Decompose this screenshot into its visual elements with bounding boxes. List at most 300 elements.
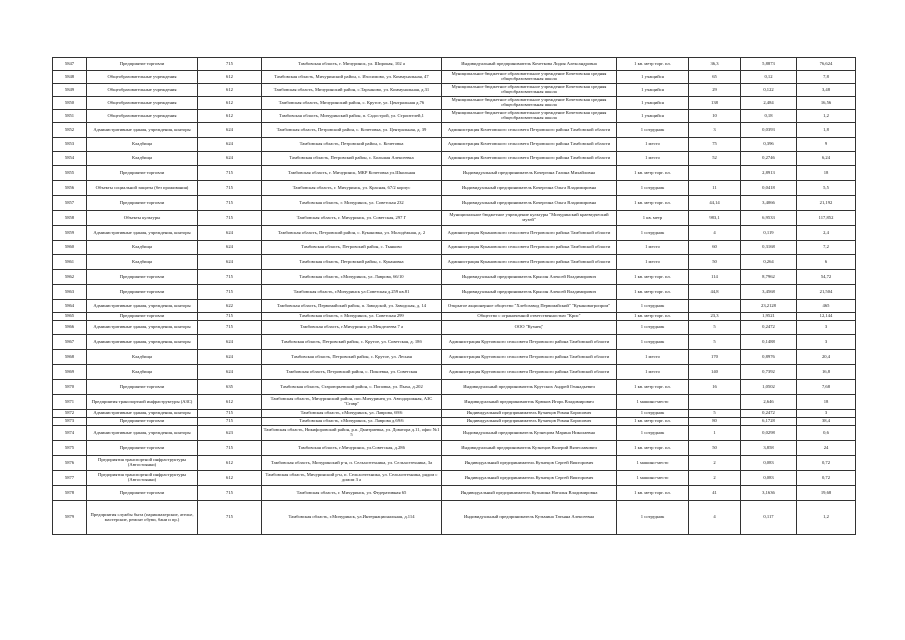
cell-calc-unit: 1 кв. метр торг. пл.: [617, 196, 689, 211]
cell-norm-value: 3,4066: [741, 196, 797, 211]
cell-row-number: 5859: [53, 226, 87, 241]
cell-calc-unit: 1 место: [617, 365, 689, 380]
cell-okved-code: 612: [198, 110, 262, 123]
cell-object-address: Тамбовская область, г. Мичуринск, ул. Красная, 67/2 корпус: [262, 181, 442, 196]
cell-object-address: Тамбовская область, Петровский район, с. Кукановка, ул. Молодёжная, д. 2: [262, 226, 442, 241]
table-row: [53, 71, 856, 84]
cell-row-number: 5854: [53, 152, 87, 166]
cell-row-number: 5870: [53, 380, 87, 395]
cell-object-type: Кладбища: [87, 152, 198, 166]
cell-object-address: Тамбовская область, Первомайский район, п. Заводской, ул. Заводская, д. 14: [262, 300, 442, 313]
cell-object-type: Предприятие торговли: [87, 313, 198, 321]
cell-calc-unit: 1 место: [617, 241, 689, 255]
table-row: [53, 486, 856, 501]
cell-object-type: Административные здания, учреждения, конторы: [87, 226, 198, 241]
cell-volume-value: 465: [797, 300, 856, 313]
cell-norm-value: 0,2472: [741, 410, 797, 418]
cell-volume-value: 12,144: [797, 313, 856, 321]
cell-object-type: Предприятие торговли: [87, 486, 198, 501]
cell-object-type: Предприятие торговли: [87, 58, 198, 71]
table-row: [53, 58, 856, 71]
cell-volume-value: 18: [797, 166, 856, 181]
cell-quantity: 44,14: [689, 196, 741, 211]
cell-okved-code: 612: [198, 471, 262, 486]
cell-calc-unit: 1 кв. метр торг. пл.: [617, 285, 689, 300]
cell-organization-name: Муниципальное бюджетное образовательное учреждение Кочетовская средняя общеобразовательная школа: [442, 84, 617, 97]
cell-norm-value: 0,7392: [741, 365, 797, 380]
cell-object-address: Тамбовская область, Петровский район, с. Кукановка: [262, 255, 442, 270]
cell-calc-unit: 1 сотрудник: [617, 501, 689, 535]
cell-row-number: 5857: [53, 196, 87, 211]
cell-volume-value: 21,504: [797, 285, 856, 300]
cell-quantity: 5: [689, 321, 741, 335]
cell-calc-unit: 1 кв. метр торг. пл.: [617, 270, 689, 285]
table-row: [53, 181, 856, 196]
cell-organization-name: ООО "Кузнец": [442, 321, 617, 335]
cell-object-address: Тамбовская область, г.Мичуринск, ул.Интернациональная, д.114: [262, 501, 442, 535]
table-row: [53, 471, 856, 486]
cell-calc-unit: 1 учащийся: [617, 97, 689, 110]
registry-table-body: [53, 58, 856, 535]
cell-quantity: 50: [689, 255, 741, 270]
cell-volume-value: 1,2: [797, 501, 856, 535]
cell-object-address: Тамбовская область, Мичуринский р-н, п. Сельхозтехника, ул. Сельхозтехника, рядом с домом 3 а: [262, 471, 442, 486]
cell-row-number: 5852: [53, 123, 87, 138]
cell-calc-unit: 1 сотрудник: [617, 226, 689, 241]
cell-object-type: Предприятия транспортной инфраструктуры (Автостоянки): [87, 456, 198, 471]
cell-volume-value: 0,72: [797, 471, 856, 486]
cell-object-type: Объекты культуры: [87, 211, 198, 226]
cell-volume-value: 38,4: [797, 418, 856, 426]
cell-quantity: 29: [689, 84, 741, 97]
table-row: [53, 97, 856, 110]
cell-object-type: Административные здания, учреждения, конторы: [87, 300, 198, 313]
cell-calc-unit: 1 учащийся: [617, 110, 689, 123]
cell-organization-name: Индивидуальный предприниматель Крысин Алексей Владимирович: [442, 285, 617, 300]
cell-row-number: 5878: [53, 486, 87, 501]
cell-object-type: Объекты социальной защиты (без проживания): [87, 181, 198, 196]
cell-quantity: 4: [689, 226, 741, 241]
cell-object-address: Тамбовская область, г. Мичуринск, ул. Советская 299: [262, 313, 442, 321]
cell-object-address: Тамбовская область, Мичуринский район, п. Садострой, ул. Строителей,1: [262, 110, 442, 123]
cell-object-type: Предприятия службы быта (парикмахерские, ателье, мастерские, ремонт обуви, бани и пр.): [87, 501, 198, 535]
cell-norm-value: 0,0418: [741, 181, 797, 196]
cell-volume-value: 21,192: [797, 196, 856, 211]
cell-calc-unit: 1 сотрудник: [617, 123, 689, 138]
cell-calc-unit: 1 кв. метр: [617, 211, 689, 226]
cell-quantity: 16: [689, 380, 741, 395]
cell-okved-code: 715: [198, 58, 262, 71]
cell-okved-code: 715: [198, 270, 262, 285]
cell-okved-code: 715: [198, 313, 262, 321]
table-row: [53, 410, 856, 418]
cell-quantity: 41: [689, 486, 741, 501]
cell-organization-name: Администрация Кукановского сельсовета Петровского района Тамбовской области: [442, 255, 617, 270]
cell-organization-name: Индивидуальный предприниматель Кузнецов Сергей Викторович: [442, 456, 617, 471]
cell-norm-value: 0,0393: [741, 123, 797, 138]
cell-object-address: Тамбовская область, Петровский район, с. Большая Алексеевка: [262, 152, 442, 166]
table-row: [53, 426, 856, 441]
cell-volume-value: 16,56: [797, 97, 856, 110]
cell-okved-code: 624: [198, 123, 262, 138]
cell-calc-unit: 1 место: [617, 152, 689, 166]
cell-okved-code: 612: [198, 456, 262, 471]
cell-row-number: 5872: [53, 410, 87, 418]
cell-volume-value: 76,624: [797, 58, 856, 71]
table-row: [53, 123, 856, 138]
cell-object-address: Тамбовская область, г. Мичуринск, ул. Широкая, 102 а: [262, 58, 442, 71]
cell-quantity: 80: [689, 418, 741, 426]
cell-quantity: 2: [689, 471, 741, 486]
table-row: [53, 152, 856, 166]
cell-organization-name: Индивидуальный предприниматель Крюков Игорь Владимирович: [442, 395, 617, 410]
cell-object-type: Кладбища: [87, 138, 198, 152]
cell-organization-name: Администрация Крутовского сельсовета Петровского района Тамбовской области: [442, 350, 617, 365]
cell-calc-unit: 1 кв. метр торг. пл.: [617, 486, 689, 501]
cell-okved-code: 612: [198, 71, 262, 84]
cell-quantity: 2: [689, 456, 741, 471]
cell-calc-unit: 1 место: [617, 350, 689, 365]
cell-volume-value: 3: [797, 321, 856, 335]
cell-row-number: 5868: [53, 350, 87, 365]
cell-organization-name: Индивидуальный предприниматель Кочергина Галина Михайловна: [442, 166, 617, 181]
cell-volume-value: 3: [797, 410, 856, 418]
cell-norm-value: 2,8913: [741, 166, 797, 181]
cell-quantity: 65: [689, 71, 741, 84]
cell-volume-value: 16,8: [797, 365, 856, 380]
cell-calc-unit: 1 кв. метр торг. пл.: [617, 380, 689, 395]
cell-quantity: [689, 300, 741, 313]
cell-object-address: Тамбовская область, г.Мичуринск, ул. Лаврова д.69/6: [262, 418, 442, 426]
cell-object-address: Тамбовская область, Мичуринский район, пос.Мичуринец ул. Автодорожная, АЗС "Ставр": [262, 395, 442, 410]
cell-row-number: 5864: [53, 300, 87, 313]
cell-object-address: Тамбовская область, Петровский район, с. Крутое, ул. Лесная: [262, 350, 442, 365]
cell-okved-code: 612: [198, 395, 262, 410]
cell-organization-name: Индивидуальный предприниматель Кузнецова Марина Николаевна: [442, 426, 617, 441]
cell-norm-value: 2,484: [741, 97, 797, 110]
table-row: [53, 138, 856, 152]
cell-volume-value: 3,48: [797, 84, 856, 97]
cell-volume-value: 6,24: [797, 152, 856, 166]
cell-row-number: 5850: [53, 97, 87, 110]
cell-okved-code: 624: [198, 241, 262, 255]
cell-okved-code: 715: [198, 486, 262, 501]
cell-okved-code: 715: [198, 418, 262, 426]
cell-norm-value: 0,0298: [741, 426, 797, 441]
cell-object-type: Административные здания, учреждения, конторы: [87, 123, 198, 138]
cell-row-number: 5879: [53, 501, 87, 535]
cell-volume-value: 3: [797, 335, 856, 350]
table-row: [53, 395, 856, 410]
cell-volume-value: 1,8: [797, 123, 856, 138]
cell-object-type: Общеобразовательные учреждения: [87, 71, 198, 84]
cell-organization-name: Индивидуальный предприниматель Кочергина Ольга Владимировна: [442, 196, 617, 211]
cell-norm-value: 0,12: [741, 71, 797, 84]
cell-organization-name: Муниципальное бюджетное учреждение культуры "Мичуринский краеведческий музей": [442, 211, 617, 226]
cell-row-number: 5866: [53, 321, 87, 335]
cell-volume-value: 18: [797, 395, 856, 410]
cell-norm-value: 5,8873: [741, 58, 797, 71]
cell-object-address: Тамбовская область, Петровский район, с. Кочетовка: [262, 138, 442, 152]
cell-organization-name: Администрация Кочетовского сельсовета Петровского района Тамбовской области: [442, 123, 617, 138]
cell-object-address: Тамбовская область, г. Мичуринск, ул. Советская 232: [262, 196, 442, 211]
table-row: [53, 321, 856, 335]
cell-okved-code: 715: [198, 441, 262, 456]
cell-organization-name: Муниципальное бюджетное образовательное учреждение Кочетовская средняя общеобразовательная школа: [442, 97, 617, 110]
cell-row-number: 5875: [53, 441, 87, 456]
cell-object-address: Тамбовская область, Мичуринский район, с. Крутое, ул. Центральная д.76: [262, 97, 442, 110]
cell-calc-unit: 1 сотрудник: [617, 335, 689, 350]
cell-row-number: 5869: [53, 365, 87, 380]
cell-norm-value: 0,083: [741, 471, 797, 486]
cell-organization-name: Муниципальное бюджетное образовательное учреждение Кочетовская средняя общеобразовательная школа: [442, 110, 617, 123]
cell-norm-value: 0,396: [741, 138, 797, 152]
table-row: [53, 226, 856, 241]
cell-object-type: Кладбища: [87, 255, 198, 270]
table-row: [53, 285, 856, 300]
cell-quantity: 1: [689, 426, 741, 441]
cell-quantity: 75: [689, 138, 741, 152]
cell-calc-unit: 1 кв. метр торг. пл.: [617, 418, 689, 426]
cell-object-type: Предприятия транспортной инфраструктуры (АЗС): [87, 395, 198, 410]
cell-norm-value: 0,18: [741, 110, 797, 123]
cell-norm-value: 0,117: [741, 501, 797, 535]
cell-object-type: Предприятие торговли: [87, 196, 198, 211]
cell-object-address: Тамбовская область, г.Мичуринск, ул. Лаврова, 69/6: [262, 410, 442, 418]
cell-object-address: Тамбовская область, Петровский район, с. Кочетовка, ул. Центральная, д. 39: [262, 123, 442, 138]
cell-object-type: Кладбища: [87, 365, 198, 380]
cell-quantity: 140: [689, 365, 741, 380]
cell-row-number: 5848: [53, 71, 87, 84]
cell-calc-unit: 1 машино-место: [617, 471, 689, 486]
cell-object-address: Тамбовская область, г.Мичуринск ул.Советская д.259 кв.81: [262, 285, 442, 300]
cell-okved-code: 623: [198, 426, 262, 441]
table-row: [53, 313, 856, 321]
table-row: [53, 196, 856, 211]
cell-quantity: 52: [689, 152, 741, 166]
cell-norm-value: 8,7962: [741, 270, 797, 285]
cell-okved-code: 715: [198, 196, 262, 211]
cell-okved-code: 624: [198, 138, 262, 152]
cell-norm-value: 6,1728: [741, 418, 797, 426]
cell-organization-name: Открытое акционерное общество "Хлебозавод Первомайский" "Кукановагропром": [442, 300, 617, 313]
cell-row-number: 5873: [53, 418, 87, 426]
cell-object-address: Тамбовская область, г. Мичуринск, ул. Федеративная 65: [262, 486, 442, 501]
cell-calc-unit: 1 сотрудник: [617, 300, 689, 313]
cell-quantity: 5: [689, 335, 741, 350]
cell-volume-value: 20,4: [797, 350, 856, 365]
cell-row-number: 5860: [53, 241, 87, 255]
cell-calc-unit: 1 место: [617, 138, 689, 152]
cell-object-address: Тамбовская область, Петровский район, с. Покоевка, ул. Советская: [262, 365, 442, 380]
cell-volume-value: 7,8: [797, 71, 856, 84]
cell-organization-name: Индивидуальный предприниматель Кузнецов Роман Борисович: [442, 418, 617, 426]
cell-volume-value: 7,2: [797, 241, 856, 255]
cell-quantity: 50: [689, 441, 741, 456]
cell-organization-name: Индивидуальный предприниматель Крысин Алексей Владимирович: [442, 270, 617, 285]
cell-quantity: 11: [689, 181, 741, 196]
cell-volume-value: 117,852: [797, 211, 856, 226]
cell-okved-code: 612: [198, 84, 262, 97]
cell-row-number: 5856: [53, 181, 87, 196]
cell-quantity: 10: [689, 110, 741, 123]
cell-volume-value: 2,4: [797, 226, 856, 241]
cell-norm-value: 1,9521: [741, 313, 797, 321]
cell-okved-code: 715: [198, 410, 262, 418]
cell-organization-name: Индивидуальный предприниматель Кузнецов Валерий Вячеславович: [442, 441, 617, 456]
cell-calc-unit: 1 учащийся: [617, 84, 689, 97]
cell-norm-value: 3,1636: [741, 486, 797, 501]
cell-okved-code: 612: [198, 97, 262, 110]
cell-organization-name: Индивидуальный предприниматель Кузьмина Татьяна Алексеевна: [442, 501, 617, 535]
cell-object-type: Предприятие торговли: [87, 270, 198, 285]
cell-organization-name: Администрация Крутовского сельсовета Петровского района Тамбовской области: [442, 335, 617, 350]
cell-row-number: 5855: [53, 166, 87, 181]
cell-norm-value: 0,083: [741, 456, 797, 471]
cell-norm-value: 3,858: [741, 441, 797, 456]
cell-quantity: 5: [689, 410, 741, 418]
cell-object-type: Предприятие торговли: [87, 418, 198, 426]
table-row: [53, 255, 856, 270]
cell-organization-name: Индивидуальный предприниматель Кузьмина Наталья Владимировна: [442, 486, 617, 501]
cell-volume-value: 7,68: [797, 380, 856, 395]
cell-okved-code: 624: [198, 226, 262, 241]
cell-object-type: Административные здания, учреждения, конторы: [87, 426, 198, 441]
cell-object-address: Тамбовская область, г. Мичуринск, ул. Советская, 297 Г: [262, 211, 442, 226]
cell-okved-code: 715: [198, 285, 262, 300]
cell-object-address: Тамбовская область, г.Мичуринск, ул.Советская, д.286: [262, 441, 442, 456]
cell-volume-value: 6: [797, 255, 856, 270]
cell-object-address: Тамбовская область, г.Мичуринск, ул. Лаврова, 66/10: [262, 270, 442, 285]
cell-norm-value: 0,8976: [741, 350, 797, 365]
cell-calc-unit: 1 кв. метр торг. пл.: [617, 313, 689, 321]
cell-calc-unit: 1 место: [617, 255, 689, 270]
cell-calc-unit: 1 машино-место: [617, 395, 689, 410]
cell-object-type: Административные здания, учреждения, конторы: [87, 321, 198, 335]
cell-okved-code: 624: [198, 152, 262, 166]
cell-quantity: 60: [689, 241, 741, 255]
cell-row-number: 5865: [53, 313, 87, 321]
cell-object-address: Тамбовская область, Мичуринский р-н, п. Сельхозтехника, ул. Сельхозтехника, 3а: [262, 456, 442, 471]
cell-organization-name: Индивидуальный предприниматель Кочеткова Лидия Александровна: [442, 58, 617, 71]
cell-organization-name: Администрация Крутовского сельсовета Петровского района Тамбовской области: [442, 365, 617, 380]
cell-object-address: Тамбовская область, Мичуринский район, с.Тарханово, ул. Коммунальная, д.31: [262, 84, 442, 97]
table-row: [53, 335, 856, 350]
cell-object-address: Тамбовская область, г. Мичуринск, МКР Кочетовка ул.Школьная: [262, 166, 442, 181]
cell-calc-unit: 1 учащийся: [617, 71, 689, 84]
cell-calc-unit: 1 кв. метр торг. пл.: [617, 166, 689, 181]
cell-calc-unit: 1 сотрудник: [617, 410, 689, 418]
cell-row-number: 5863: [53, 285, 87, 300]
cell-row-number: 5847: [53, 58, 87, 71]
cell-norm-value: 6,9533: [741, 211, 797, 226]
cell-object-type: Предприятие торговли: [87, 380, 198, 395]
cell-organization-name: Индивидуальный предприниматель Кузнецов Роман Борисович: [442, 410, 617, 418]
cell-object-type: Общеобразовательные учреждения: [87, 97, 198, 110]
cell-row-number: 5867: [53, 335, 87, 350]
cell-organization-name: Администрация Кочетовского сельсовета Петровского района Тамбовской области: [442, 138, 617, 152]
cell-quantity: 983,1: [689, 211, 741, 226]
cell-norm-value: 0,264: [741, 255, 797, 270]
table-row: [53, 418, 856, 426]
table-row: [53, 350, 856, 365]
cell-volume-value: 9: [797, 138, 856, 152]
cell-quantity: 138: [689, 97, 741, 110]
cell-norm-value: 3,4568: [741, 285, 797, 300]
cell-object-address: Тамбовская область, Петровский район, с. Крутое, ул. Советская, д. 18б: [262, 335, 442, 350]
cell-okved-code: 624: [198, 255, 262, 270]
registry-table: [52, 57, 856, 535]
cell-volume-value: 19,68: [797, 486, 856, 501]
cell-row-number: 5874: [53, 426, 87, 441]
cell-norm-value: 0,3168: [741, 241, 797, 255]
cell-okved-code: 715: [198, 166, 262, 181]
cell-quantity: 170: [689, 350, 741, 365]
cell-calc-unit: 1 кв. метр торг. пл.: [617, 58, 689, 71]
cell-object-type: Предприятия транспортной инфраструктуры (Автостоянки): [87, 471, 198, 486]
table-row: [53, 300, 856, 313]
cell-norm-value: 2,646: [741, 395, 797, 410]
cell-okved-code: 624: [198, 335, 262, 350]
table-row: [53, 441, 856, 456]
cell-quantity: 36,3: [689, 58, 741, 71]
cell-organization-name: Администрация Кочетовского сельсовета Петровского района Тамбовской области: [442, 152, 617, 166]
cell-object-type: Кладбища: [87, 350, 198, 365]
cell-norm-value: 0,2472: [741, 321, 797, 335]
cell-norm-value: 0,2746: [741, 152, 797, 166]
cell-okved-code: 624: [198, 350, 262, 365]
cell-norm-value: 0,122: [741, 84, 797, 97]
cell-row-number: 5851: [53, 110, 87, 123]
cell-quantity: 44,8: [689, 285, 741, 300]
cell-norm-value: 0,119: [741, 226, 797, 241]
cell-object-type: Предприятие торговли: [87, 441, 198, 456]
cell-row-number: 5862: [53, 270, 87, 285]
cell-object-address: Тамбовская область, Мичуринский район, с. Изосимово, ул. Коммунальная, 47: [262, 71, 442, 84]
cell-row-number: 5849: [53, 84, 87, 97]
table-row: [53, 456, 856, 471]
cell-okved-code: 715: [198, 211, 262, 226]
cell-norm-value: 23,2128: [741, 300, 797, 313]
cell-object-address: Тамбовская область, г.Мичуринск ул.Менделеева 7 а: [262, 321, 442, 335]
cell-object-type: Кладбища: [87, 241, 198, 255]
cell-okved-code: 622: [198, 300, 262, 313]
cell-quantity: 4: [689, 501, 741, 535]
cell-object-type: Предприятие торговли: [87, 166, 198, 181]
cell-object-type: Общеобразовательные учреждения: [87, 84, 198, 97]
cell-organization-name: Индивидуальный предприниматель Крутских Андрей Геннадьевич: [442, 380, 617, 395]
cell-calc-unit: 1 сотрудник: [617, 321, 689, 335]
cell-quantity: 23,3: [689, 313, 741, 321]
cell-organization-name: Муниципальное бюджетное образовательное учреждение Кочетовская средняя общеобразовательная школа: [442, 71, 617, 84]
cell-object-type: Административные здания, учреждения, конторы: [87, 335, 198, 350]
cell-quantity: 114: [689, 270, 741, 285]
cell-organization-name: Администрация Кукановского сельсовета Петровского района Тамбовской области: [442, 226, 617, 241]
table-row: [53, 365, 856, 380]
cell-volume-value: 0,6: [797, 426, 856, 441]
cell-okved-code: 715: [198, 501, 262, 535]
cell-norm-value: 1,0502: [741, 380, 797, 395]
cell-object-type: Административные здания, учреждения, конторы: [87, 410, 198, 418]
cell-calc-unit: 1 кв. метр торг. пл.: [617, 441, 689, 456]
cell-volume-value: 5,5: [797, 181, 856, 196]
table-row: [53, 380, 856, 395]
cell-calc-unit: 1 сотрудник: [617, 426, 689, 441]
cell-norm-value: 0,1488: [741, 335, 797, 350]
cell-object-address: Тамбовская область, Петровский район, с. Тынково: [262, 241, 442, 255]
cell-volume-value: 1,2: [797, 110, 856, 123]
cell-calc-unit: 1 сотрудник: [617, 181, 689, 196]
